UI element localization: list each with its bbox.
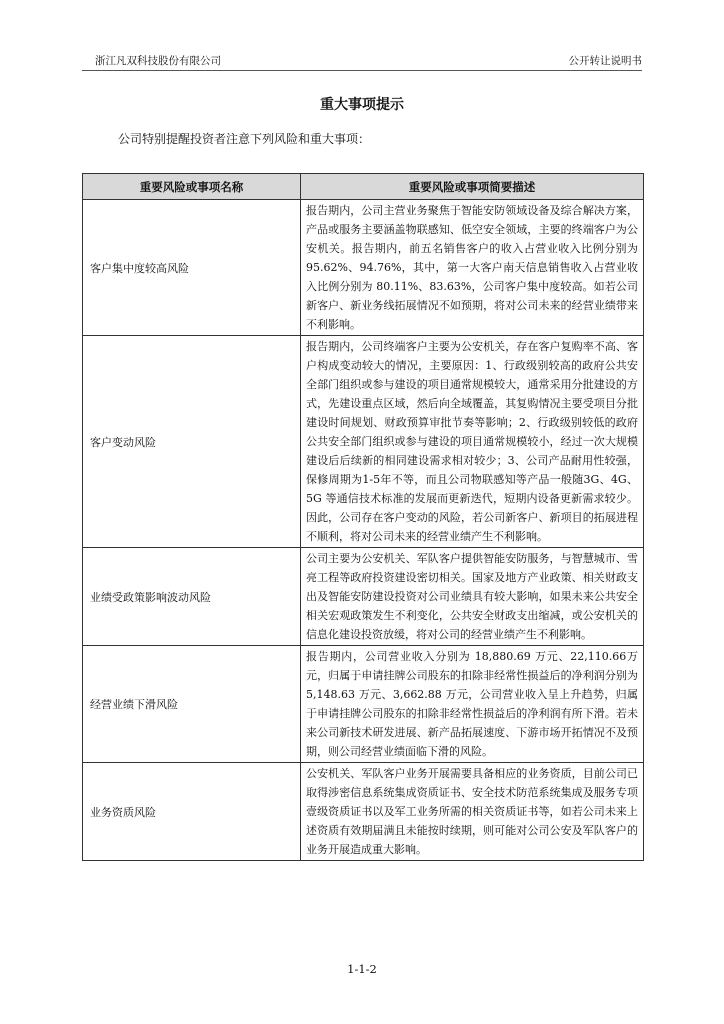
table-row [83,646,644,763]
page-title: 重大事项提示 [320,97,404,113]
page-number: 1-1-2 [347,962,377,976]
intro-text: 公司特别提醒投资者注意下列风险和重大事项： [118,132,371,146]
header-doc-type: 公开转让说明书 [568,55,642,67]
risk-table [82,173,644,861]
risk-description: 报告期内，公司主营业务聚焦于智能安防领域设备及综合解决方案，产品或服务主要涵盖物联感知、低空安全领域，主要的终端客户为公安机关。报告期内，前五名销售客户的收入占营业收入比例分别为95.62%、94.76%，其中，第一大客户南天信息销售收入占营业收入比例分别为 80.11%、83.63%，公司客户集中度较高。如若公司新客户、新业务线拓展情况不如预期，将对公司未来的经营业绩带来不利影响。 [301,200,644,336]
header-risk-name: 重要风险或事项名称 [83,174,301,200]
risk-name: 业务资质风险 [83,763,301,861]
risk-name: 业绩受政策影响波动风险 [83,548,301,646]
risk-description: 公安机关、军队客户业务开展需要具备相应的业务资质，目前公司已取得涉密信息系统集成资质证书、安全技术防范系统集成及服务专项壹级资质证书以及军工业务所需的相关资质证书等，如若公司未来上述资质有效期届满且未能按时续期，则可能对公司公安及军队客户的业务开展造成重大影响。 [301,763,644,861]
table-row [83,763,644,861]
table-header-row [83,174,644,200]
risk-name: 经营业绩下滑风险 [83,646,301,763]
table-row [83,336,644,548]
table-row [83,200,644,336]
risk-name: 客户集中度较高风险 [83,200,301,336]
risk-description: 公司主要为公安机关、军队客户提供智能安防服务，与智慧城市、雪亮工程等政府投资建设密切相关。国家及地方产业政策、相关财政支出及智能安防建设投资对公司业绩具有较大影响，如果未来公共安全相关宏观政策发生不利变化，公共安全财政支出缩减，或公安机关的信息化建设投资放缓，将对公司的经营业绩产生不利影响。 [301,548,644,646]
risk-name: 客户变动风险 [83,336,301,548]
header-divider [82,70,642,71]
header-company: 浙江凡双科技股份有限公司 [95,55,221,67]
risk-description: 报告期内，公司营业收入分别为 18,880.69 万元、22,110.66万元，归属于申请挂牌公司股东的扣除非经常性损益后的净利润分别为 5,148.63 万元、3,662.88 万元，公司营业收入呈上升趋势，归属于申请挂牌公司股东的扣除非经常性损益后的净利润有所下滑。若未来公司新技术研发进展、新产品拓展速度、下游市场开拓情况不及预期，则公司经营业绩面临下滑的风险。 [301,646,644,763]
header-risk-desc: 重要风险或事项简要描述 [301,174,644,200]
table-row [83,548,644,646]
risk-description: 报告期内，公司终端客户主要为公安机关，存在客户复购率不高、客户构成变动较大的情况，主要原因：1、行政级别较高的政府公共安全部门组织或参与建设的项目通常规模较大，通常采用分批建设的方式，先建设重点区域，然后向全域覆盖，其复购情况主要受项目分批建设时间规划、财政预算审批节奏等影响；2、行政级别较低的政府公共安全部门组织或参与建设的项目通常规模较小，经过一次大规模建设后后续新的相同建设需求相对较少；3、公司产品耐用性较强，保修周期为1-5年不等，而且公司物联感知等产品一般随3G、4G、5G 等通信技术标准的发展而更新迭代，短期内设备更新需求较少。因此，公司存在客户变动的风险，若公司新客户、新项目的拓展进程不顺利，将对公司未来的经营业绩产生不利影响。 [301,336,644,548]
